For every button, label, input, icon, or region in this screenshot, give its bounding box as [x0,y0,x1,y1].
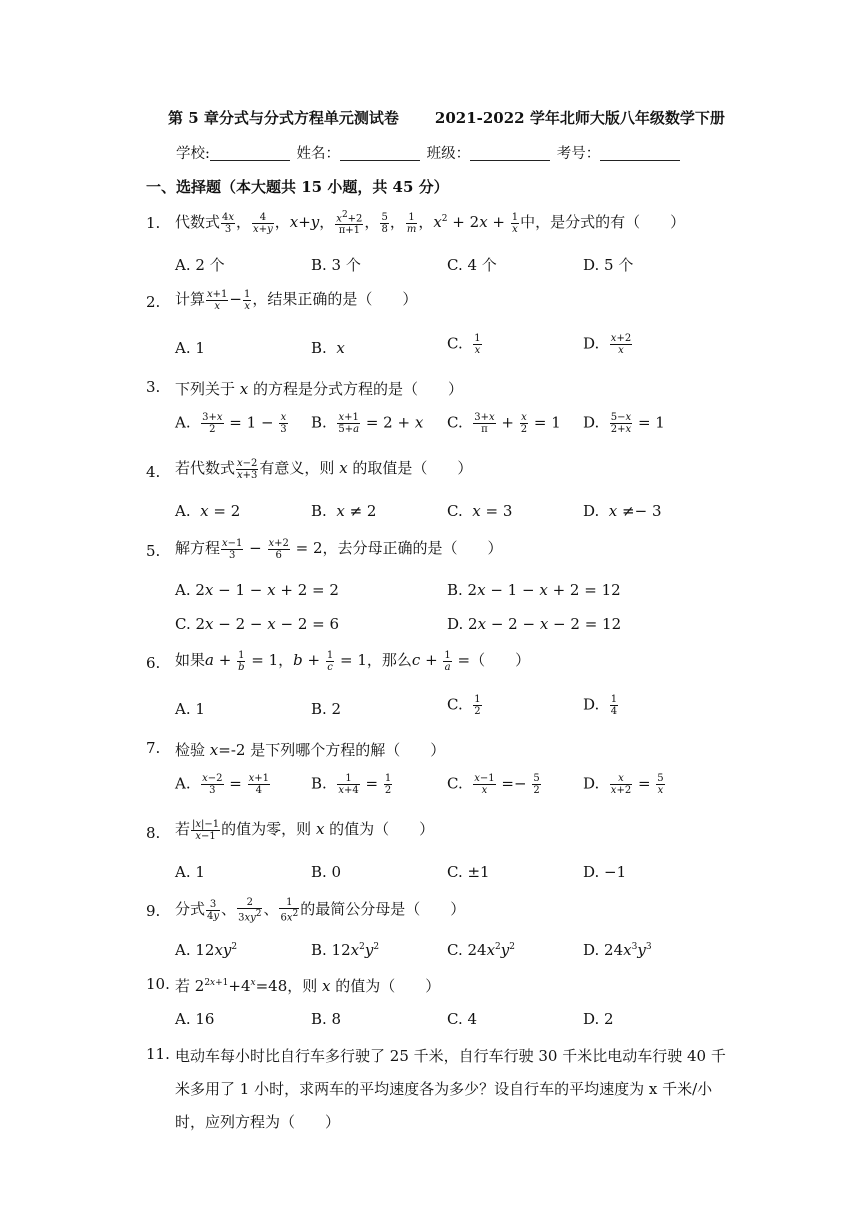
question-number: 7. [146,739,161,757]
option-c[interactable]: C. ±1 [447,863,490,881]
option-a[interactable]: A. 1 [175,339,205,357]
option-a[interactable]: A. x = 2 [175,502,241,520]
title-left: 第 5 章分式与分式方程单元测试卷 [168,109,399,127]
title-right: 2021-2022 学年北师大版八年级数学下册 [434,109,725,127]
label-exam-no: 考号： [556,146,601,162]
question-3-text: 下列关于 x 的方程是分式方程的是（ ） [175,380,464,398]
question-number: 9. [146,902,161,920]
option-a[interactable]: A. $\frac{3+x}{2}$ = 1 − $\frac{x}{3}$ [175,412,287,435]
label-class: 班级： [426,146,471,162]
question-6-text: 如果a + $\frac{1}{b}$ = 1，b + $\frac{1}{c}$ = 1，那么c + $\frac{1}{a}$ =（ ） [175,649,531,673]
option-c[interactable]: C. x = 3 [447,502,513,520]
option-d[interactable]: D. $24x^3y^3$ [583,941,652,959]
question-number: 3. [146,378,161,396]
class-blank[interactable] [470,146,550,161]
option-d[interactable]: D. 2x − 2 − x − 2 = 12 [447,615,622,633]
question-number: 6. [146,654,161,672]
school-blank[interactable] [210,146,290,161]
option-a[interactable]: A. $12xy^2$ [175,941,238,959]
option-d[interactable]: D. x ≠− 3 [583,502,662,520]
question-10-text: 若 $2^{2x+1}+4^x=48$，则 x 的值为（ ） [175,977,441,995]
question-number: 8. [146,824,161,842]
option-b[interactable]: B. x [311,339,345,357]
option-b[interactable]: B. x ≠ 2 [311,502,377,520]
option-d[interactable]: D. 2 [583,1010,614,1028]
question-number: 11. [146,1045,170,1063]
exam-no-blank[interactable] [600,146,680,161]
option-b[interactable]: B. 2 [311,700,342,718]
section-heading: 一、选择题（本大题共 15 小题，共 45 分） [146,178,449,196]
question-4-text: 若代数式 $\frac{x-2}{x+3}$ 有意义，则 x 的取值是（ ） [175,457,473,481]
option-c[interactable]: C. $\frac{3+x}{\pi}$ + $\frac{x}{2}$ = 1 [447,412,561,435]
label-school: 学校: [176,146,210,162]
question-7-text: 检验 x=-2 是下列哪个方程的解（ ） [175,741,446,759]
question-8-text: 若 $\frac{|x|-1}{x-1}$ 的值为零，则 x 的值为（ ） [175,818,435,842]
option-b[interactable]: B. 0 [311,863,342,881]
option-c[interactable]: C. 4 个 [447,256,497,274]
label-name: 姓名： [296,146,340,162]
option-d[interactable]: D. $\frac{x}{x+2}$ = $\frac{5}{x}$ [583,773,664,796]
option-c[interactable]: C. $24x^2y^2$ [447,941,515,959]
option-d[interactable]: D. $\frac{x+2}{x}$ [583,333,632,356]
question-number: 1. [146,214,161,232]
name-blank[interactable] [340,146,420,161]
option-a[interactable]: A. 2x − 1 − x + 2 = 2 [175,581,339,599]
option-d[interactable]: D. 5 个 [583,256,634,274]
option-b[interactable]: B. $12x^2y^2$ [311,941,380,959]
student-info-line [176,142,682,163]
option-a[interactable]: A. 1 [175,863,205,881]
option-a[interactable]: A. 1 [175,700,205,718]
option-b[interactable]: B. 2x − 1 − x + 2 = 12 [447,581,621,599]
option-c[interactable]: C. 2x − 2 − x − 2 = 6 [175,615,340,633]
question-number: 5. [146,542,161,560]
question-number: 2. [146,293,161,311]
question-number: 10. [146,975,170,993]
question-11-line-2: 米多用了 1 小时，求两车的平均速度各为多少？设自行车的平均速度为 x 千米/小 [175,1080,713,1098]
option-c[interactable]: C. $\frac{1}{2}$ [447,694,481,717]
question-number: 4. [146,463,161,481]
option-d[interactable]: D. $\frac{1}{4}$ [583,694,618,717]
question-2-text: 计算 $\frac{x+1}{x}$ − $\frac{1}{x}$ ，结果正确的是（ ） [175,288,418,312]
option-b[interactable]: B. $\frac{1}{x+4}$ = $\frac{1}{2}$ [311,773,392,796]
option-c[interactable]: C. 4 [447,1010,478,1028]
option-c[interactable]: C. $\frac{x-1}{x}$ =− $\frac{5}{2}$ [447,773,540,796]
option-a[interactable]: A. 16 [175,1010,215,1028]
option-d[interactable]: D. $\frac{5-x}{2+x}$ = 1 [583,412,665,435]
question-1-text: 代数式 $\frac{4x}{3}$ ， $\frac{4}{x+y}$ ，x+y， $\frac{x^2+2}{\pi+1}$ ， $\frac{5}{8}$ ， $\frac{1}{m}$ ，$x^2 + 2x$ + $\frac{1}{x}$ 中，是分式的有（ ） [175,210,686,237]
option-a[interactable]: A. 2 个 [175,256,225,274]
question-11-line-1: 电动车每小时比自行车多行驶了 25 千米，自行车行驶 30 千米比电动车行驶 40 千 [175,1047,726,1065]
option-b[interactable]: B. 3 个 [311,256,361,274]
question-9-text: 分式 $\frac{3}{4y}$ 、 $\frac{2}{3xy^2}$ 、 $\frac{1}{6x^2}$ 的最简公分母是（ ） [175,897,466,924]
page-title [168,107,725,128]
question-11-line-3: 时，应列方程为（ ） [175,1113,341,1131]
option-d[interactable]: D. −1 [583,863,627,881]
option-b[interactable]: B. $\frac{x+1}{5+a}$ = 2 + x [311,412,424,435]
option-b[interactable]: B. 8 [311,1010,342,1028]
option-c[interactable]: C. $\frac{1}{x}$ [447,333,481,356]
option-a[interactable]: A. $\frac{x-2}{3}$ = $\frac{x+1}{4}$ [175,773,270,796]
question-5-text: 解方程 $\frac{x-1}{3}$ − $\frac{x+2}{6}$ = 2，去分母正确的是（ ） [175,537,503,561]
